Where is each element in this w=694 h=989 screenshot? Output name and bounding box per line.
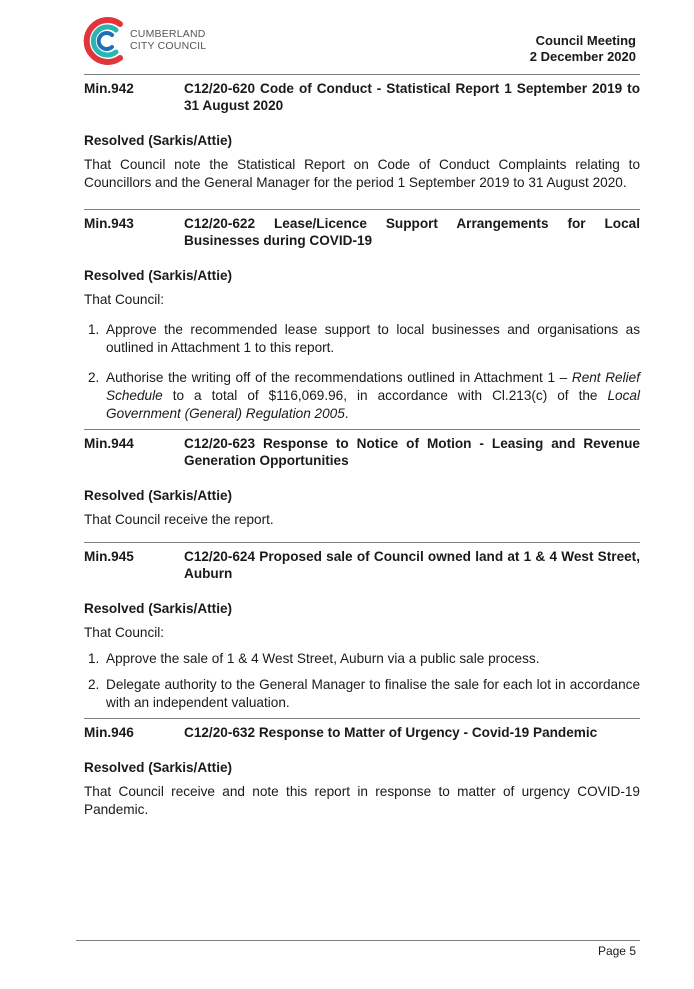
list-item-text: Approve the recommended lease support to local businesses and organisations as outlined in Attachment 1 to this report. — [106, 322, 640, 355]
list-item-text-post: . — [344, 406, 349, 421]
resolution-text: That Council receive and note this report in response to matter of urgency COVID-19 Pandemic. — [84, 784, 640, 817]
list-item-text — [106, 369, 640, 423]
minute-number: Min.944 — [84, 436, 134, 451]
list-item — [84, 321, 640, 357]
rent-relief-schedule-ref: Rent Relief Schedule — [106, 370, 640, 403]
resolution-text: That Council: — [84, 292, 165, 307]
minute-title: C12/20-632 Response to Matter of Urgency - Covid-19 Pandemic — [184, 725, 598, 740]
minute-heading — [84, 724, 640, 741]
resolution-list — [84, 321, 640, 423]
list-item-number: 1. — [88, 322, 100, 337]
list-item — [84, 369, 640, 423]
list-item-number: 2. — [88, 370, 100, 385]
list-item — [84, 676, 640, 712]
logo-line-2: CITY COUNCIL — [130, 40, 207, 52]
resolved-line: Resolved (Sarkis/Attie) — [84, 601, 233, 616]
resolved-line: Resolved (Sarkis/Attie) — [84, 133, 233, 148]
minute-title: C12/20-623 Response to Notice of Motion - Leasing and Revenue Generation Opportunities — [184, 436, 640, 468]
meeting-info — [530, 33, 636, 65]
minute-946 — [84, 718, 640, 819]
page-header — [0, 0, 694, 76]
minute-943 — [84, 209, 640, 423]
resolution-text: That Council note the Statistical Report on Code of Conduct Complaints relating to Councillors and the General Manager for the period 1 September 2019 to 31 August 2020. — [84, 157, 640, 190]
list-item-text: Approve the sale of 1 & 4 West Street, Auburn via a public sale process. — [106, 651, 540, 666]
cumberland-logo-icon — [80, 14, 126, 68]
minute-heading — [84, 215, 640, 249]
resolution-text: That Council: — [84, 625, 165, 640]
meeting-title: Council Meeting — [535, 33, 636, 48]
regulation-ref: Local Government (General) Regulation 2005 — [106, 388, 640, 421]
list-item-text-mid: to a total of $116,069.96, in accordance with Cl.213(c) of the — [162, 388, 608, 403]
resolved-line: Resolved (Sarkis/Attie) — [84, 488, 233, 503]
resolution-list — [84, 650, 640, 712]
list-item-text-pre: Authorise the writing off of the recommendations outlined in Attachment 1 – — [106, 370, 572, 385]
logo-line-1: CUMBERLAND — [130, 28, 206, 40]
minute-heading — [84, 80, 640, 114]
minute-945 — [84, 542, 640, 712]
minute-number: Min.942 — [84, 81, 134, 96]
minutes-content — [84, 74, 640, 819]
resolved-line: Resolved (Sarkis/Attie) — [84, 268, 233, 283]
footer-divider — [76, 940, 640, 941]
minute-title: C12/20-624 Proposed sale of Council owned land at 1 & 4 West Street, Auburn — [184, 549, 640, 581]
minute-title: C12/20-622 Lease/Licence Support Arrangements for Local Businesses during COVID-19 — [184, 216, 640, 248]
minute-944 — [84, 429, 640, 529]
council-logo — [80, 14, 210, 68]
list-item — [84, 650, 640, 668]
resolved-line: Resolved (Sarkis/Attie) — [84, 760, 233, 775]
list-item-number: 1. — [88, 651, 100, 666]
logo-wordmark — [130, 28, 206, 52]
list-item-number: 2. — [88, 677, 100, 692]
minute-942 — [84, 74, 640, 192]
minute-heading — [84, 435, 640, 469]
minute-number: Min.945 — [84, 549, 134, 564]
page-number: Page 5 — [597, 944, 636, 958]
resolution-text: That Council receive the report. — [84, 512, 274, 527]
minute-number: Min.946 — [84, 725, 134, 740]
meeting-date: 2 December 2020 — [529, 49, 636, 64]
list-item-text: Delegate authority to the General Manager to finalise the sale for each lot in accordance with an independent valuation. — [106, 677, 640, 710]
minute-number: Min.943 — [84, 216, 134, 231]
minute-heading — [84, 548, 640, 582]
minute-title: C12/20-620 Code of Conduct - Statistical Report 1 September 2019 to 31 August 2020 — [184, 81, 640, 113]
